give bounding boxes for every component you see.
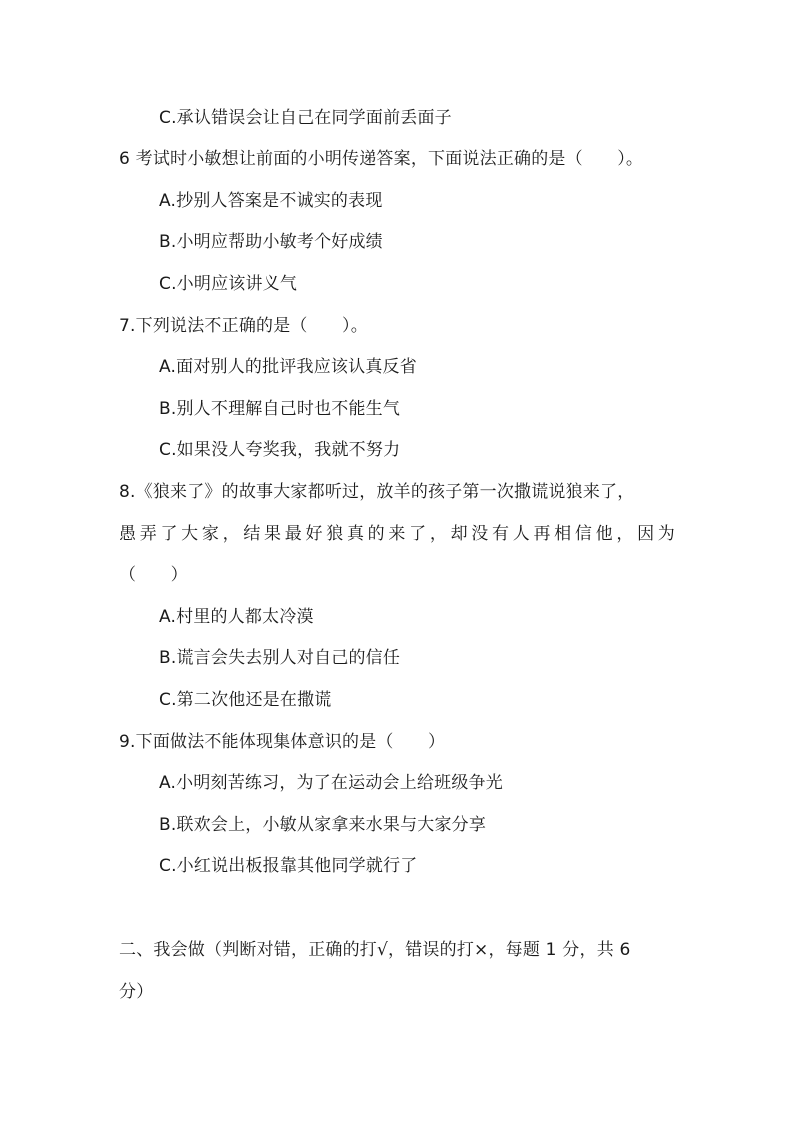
q8-stem-line3: （ ）: [119, 565, 188, 585]
q9-stem: 9.下面做法不能体现集体意识的是（ ）: [119, 732, 446, 752]
q8-stem-line1: 8.《狼来了》的故事大家都听过，放羊的孩子第一次撒谎说狼来了，: [119, 482, 635, 502]
q9-option-b: B.联欢会上，小敏从家拿来水果与大家分享: [159, 815, 487, 835]
q7-stem: 7.下列说法不正确的是（ ）。: [119, 316, 368, 336]
q6-option-c: C.小明应该讲义气: [159, 274, 298, 294]
q8-option-b: B.谎言会失去别人对自己的信任: [159, 648, 401, 668]
q7-option-a: A.面对别人的批评我应该认真反省: [159, 357, 417, 377]
q8-option-a: A.村里的人都太冷漠: [159, 607, 314, 627]
q7-option-b: B.别人不理解自己时也不能生气: [159, 399, 401, 419]
q8-option-c: C.第二次他还是在撒谎: [159, 690, 332, 710]
q9-option-c: C.小红说出板报靠其他同学就行了: [159, 856, 418, 876]
section-2-heading-line1: 二、我会做（判断对错，正确的打√，错误的打×，每题 1 分，共 6: [119, 940, 631, 960]
q6-stem: 6 考试时小敏想让前面的小明传递答案，下面说法正确的是（ ）。: [119, 149, 644, 169]
section-2-heading-line2: 分）: [119, 982, 154, 1002]
q7-option-c: C.如果没人夸奖我，我就不努力: [159, 440, 401, 460]
q6-option-b: B.小明应帮助小敏考个好成绩: [159, 232, 383, 252]
q8-stem-line2: 愚弄了大家，结果最好狼真的来了，却没有人再相信他，因为: [119, 524, 675, 544]
q9-option-a: A.小明刻苦练习，为了在运动会上给班级争光: [159, 773, 503, 793]
q6-option-a: A.抄别人答案是不诚实的表现: [159, 191, 383, 211]
q5-option-c: C.承认错误会让自己在同学面前丢面子: [159, 108, 452, 128]
